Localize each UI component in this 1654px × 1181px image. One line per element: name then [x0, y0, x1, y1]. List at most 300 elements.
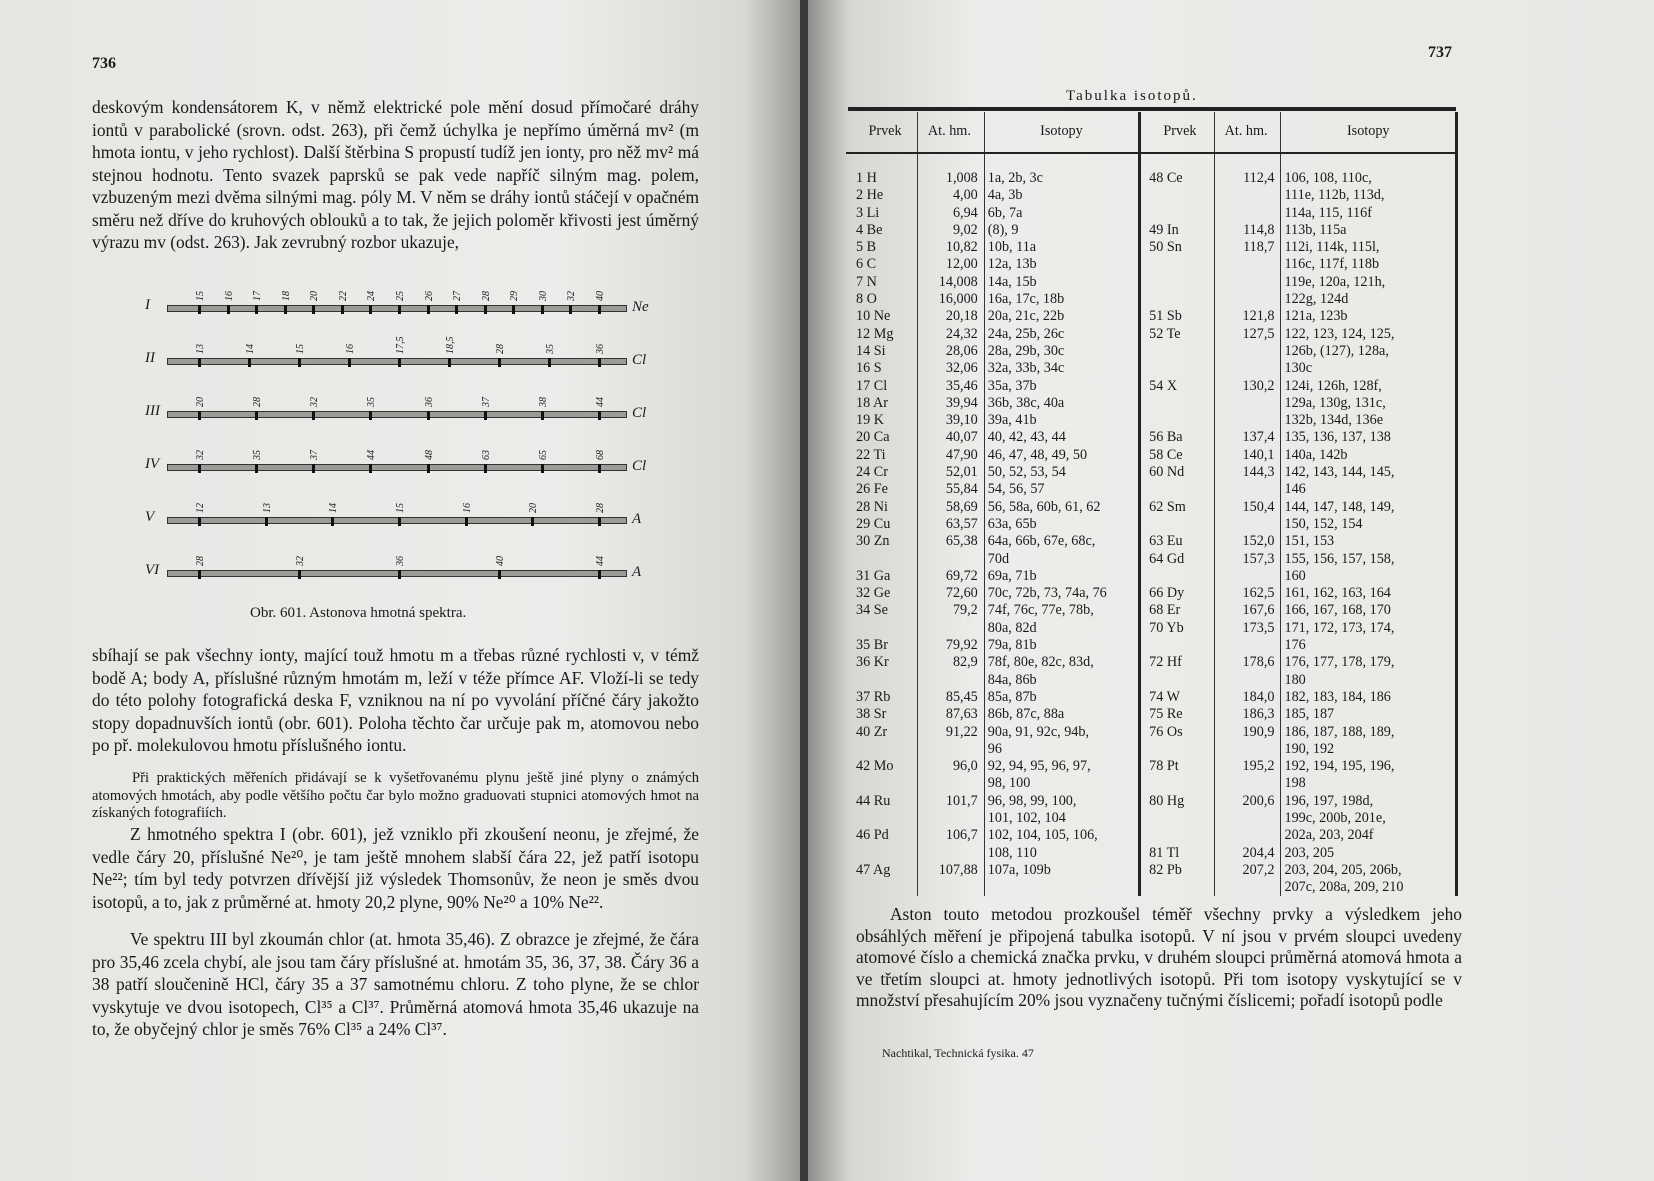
table-row [846, 810, 1457, 827]
cell-atomic-mass-2 [1214, 775, 1281, 792]
table-row [846, 706, 1457, 723]
cell-isotopes-2: 166, 167, 168, 170 [1281, 602, 1457, 619]
cell-element-2 [1140, 741, 1215, 758]
cell-element-2 [1140, 672, 1215, 689]
spectrum-line [427, 464, 430, 473]
spectrum-line [427, 411, 430, 420]
cell-element-2: 72 Hf [1140, 654, 1215, 671]
table-row [846, 429, 1457, 446]
cell-element-2: 64 Gd [1140, 551, 1215, 568]
table-row [846, 326, 1457, 343]
spectrum-tick-label: 27 [452, 291, 464, 301]
cell-element: 4 Be [846, 222, 918, 239]
cell-isotopes: 63a, 65b [984, 516, 1139, 533]
strip-roman-label: II [145, 350, 155, 366]
table-row [846, 187, 1457, 204]
cell-atomic-mass-2: 195,2 [1214, 758, 1281, 775]
cell-isotopes-2: 140a, 142b [1281, 447, 1457, 464]
table-row [846, 239, 1457, 256]
cell-isotopes-2: 132b, 134d, 136e [1281, 412, 1457, 429]
spectrum-line [569, 305, 572, 314]
spectrum-tick-label: 30 [537, 291, 549, 301]
strip-roman-label: III [145, 403, 160, 419]
spectrum-line [541, 411, 544, 420]
table-row [846, 585, 1457, 602]
table-row [846, 499, 1457, 516]
cell-atomic-mass: 10,82 [918, 239, 985, 256]
cell-element-2: 80 Hg [1140, 793, 1215, 810]
table-row [846, 153, 1457, 187]
cell-element: 46 Pd [846, 827, 918, 844]
cell-element [846, 775, 918, 792]
spectrum-tick-label: 36 [395, 556, 406, 566]
cell-isotopes-2: 190, 192 [1281, 741, 1457, 758]
spectrum-line [341, 305, 344, 314]
spectrum-tick-label: 16 [461, 503, 473, 513]
cell-atomic-mass: 47,90 [918, 447, 985, 464]
cell-element-2 [1140, 187, 1215, 204]
spectrum-tick-label: 32 [295, 556, 306, 566]
table-row [846, 758, 1457, 775]
cell-isotopes-2: 111e, 112b, 113d, [1281, 187, 1457, 204]
cell-element: 22 Ti [846, 447, 918, 464]
cell-element-2 [1140, 810, 1215, 827]
cell-isotopes: 69a, 71b [984, 568, 1139, 585]
table-row [846, 291, 1457, 308]
cell-element-2 [1140, 827, 1215, 844]
cell-atomic-mass: 106,7 [918, 827, 985, 844]
spectrum-tick-label: 68 [595, 450, 606, 460]
cell-isotopes: 85a, 87b [984, 689, 1139, 706]
cell-element-2 [1140, 775, 1215, 792]
cell-element-2: 60 Nd [1140, 464, 1215, 481]
cell-atomic-mass-2: 152,0 [1214, 533, 1281, 550]
table-row [846, 343, 1457, 360]
cell-isotopes-2: 171, 172, 173, 174, [1281, 620, 1457, 637]
cell-isotopes-2: 202a, 203, 204f [1281, 827, 1457, 844]
cell-element: 29 Cu [846, 516, 918, 533]
table-row [846, 551, 1457, 568]
cell-isotopes-2: 121a, 123b [1281, 308, 1457, 325]
small-print-paragraph: Při praktických měřeních přidávají se k vyšetřovanému plynu ještě jiné plyny o známých atomových hmotách, aby podle většího počtu čar bylo možno graduovati stupnici atomových hmot na získaných fotografiích. [92, 770, 699, 821]
cell-element: 34 Se [846, 602, 918, 619]
cell-atomic-mass-2: 207,2 [1214, 862, 1281, 879]
cell-atomic-mass: 12,00 [918, 256, 985, 273]
cell-atomic-mass-2: 162,5 [1214, 585, 1281, 602]
cell-atomic-mass: 96,0 [918, 758, 985, 775]
spectrum-line [312, 464, 315, 473]
cell-atomic-mass: 63,57 [918, 516, 985, 533]
cell-atomic-mass: 82,9 [918, 654, 985, 671]
spectrum-line [198, 464, 201, 473]
cell-atomic-mass-2 [1214, 637, 1281, 654]
spectrum-tick-label: 25 [395, 291, 406, 301]
cell-element-2: 54 X [1140, 378, 1215, 395]
strip-roman-label: VI [145, 562, 160, 578]
cell-element: 36 Kr [846, 654, 918, 671]
cell-element-2: 56 Ba [1140, 429, 1215, 446]
spectrum-line [331, 517, 334, 526]
cell-isotopes-2: 203, 204, 205, 206b, [1281, 862, 1457, 879]
table-row [846, 481, 1457, 498]
cell-atomic-mass: 69,72 [918, 568, 985, 585]
spectrum-line [369, 464, 372, 473]
cell-element-2 [1140, 395, 1215, 412]
strip-element-label: Cl [632, 458, 647, 474]
cell-isotopes-2: 122, 123, 124, 125, [1281, 326, 1457, 343]
cell-atomic-mass-2: 204,4 [1214, 845, 1281, 862]
right-page [808, 0, 1654, 1181]
spectrum-tick-label: 14 [245, 344, 256, 354]
cell-isotopes-2: 198 [1281, 775, 1457, 792]
cell-isotopes: 32a, 33b, 34c [984, 360, 1139, 377]
spectrum-tick-label: 20 [195, 397, 206, 407]
cell-element-2: 76 Os [1140, 724, 1215, 741]
cell-isotopes-2: 151, 153 [1281, 533, 1457, 550]
table-row [846, 879, 1457, 896]
cell-atomic-mass-2 [1214, 412, 1281, 429]
cell-element: 3 Li [846, 205, 918, 222]
cell-element-2: 62 Sm [1140, 499, 1215, 516]
spectrum-tick-label: 35 [252, 450, 264, 460]
cell-isotopes: 36b, 38c, 40a [984, 395, 1139, 412]
header-atomic-mass: At. hm. [918, 112, 985, 153]
table-row [846, 689, 1457, 706]
spectrum-strip [167, 464, 627, 471]
spectrum-line [598, 411, 601, 420]
cell-element: 6 C [846, 256, 918, 273]
spectrum-tick-label: 63 [480, 450, 492, 460]
cell-isotopes: 96, 98, 99, 100, [984, 793, 1139, 810]
cell-isotopes-2: 142, 143, 144, 145, [1281, 464, 1457, 481]
cell-isotopes-2: 161, 162, 163, 164 [1281, 585, 1457, 602]
cell-atomic-mass-2: 184,0 [1214, 689, 1281, 706]
spectrum-line [265, 517, 268, 526]
spectrum-tick-label: 44 [595, 397, 606, 407]
spectrum-tick-label: 12 [195, 503, 206, 513]
cell-element-2: 51 Sb [1140, 308, 1215, 325]
spectrum-line [198, 358, 201, 367]
cell-element: 19 K [846, 412, 918, 429]
spectrum-tick-label: 20 [528, 503, 540, 513]
cell-isotopes-2: 176 [1281, 637, 1457, 654]
spectrum-line [198, 411, 201, 420]
cell-atomic-mass: 28,06 [918, 343, 985, 360]
cell-element: 7 N [846, 274, 918, 291]
cell-atomic-mass [918, 845, 985, 862]
cell-atomic-mass: 39,94 [918, 395, 985, 412]
spectrum-line [484, 411, 487, 420]
spectra-figure [140, 275, 680, 595]
spectrum-line [312, 411, 315, 420]
table-row [846, 412, 1457, 429]
strip-element-label: A [632, 564, 642, 580]
cell-isotopes-2: 176, 177, 178, 179, [1281, 654, 1457, 671]
cell-isotopes: 56, 58a, 60b, 61, 62 [984, 499, 1139, 516]
cell-isotopes-2: 116c, 117f, 118b [1281, 256, 1457, 273]
spectrum-tick-label: 44 [366, 450, 378, 460]
cell-isotopes: 10b, 11a [984, 239, 1139, 256]
paragraph-2: sbíhají se pak všechny ionty, mající touž hmotu m a třebas různé rychlosti v, v témž bodě A; body A, příslušné různým hmotám m, leží v téže přímce AF. Vloží-li se tedy do této polohy fotografická deska F, vzniknou na ní po vyvolání příčné čáry jakožto stopy dopadnuvších iontů (obr. 601). Poloha těchto čar určuje pak m, atomovou nebo po př. molekulovou hmotu příslušného iontu. [92, 645, 699, 755]
table-row [846, 533, 1457, 550]
cell-atomic-mass-2: 200,6 [1214, 793, 1281, 810]
cell-atomic-mass: 65,38 [918, 533, 985, 550]
cell-atomic-mass: 55,84 [918, 481, 985, 498]
spectrum-strip [167, 517, 627, 524]
cell-element-2: 68 Er [1140, 602, 1215, 619]
cell-isotopes-2: 196, 197, 198d, [1281, 793, 1457, 810]
header-isotopes-2: Isotopy [1281, 112, 1457, 153]
cell-element-2: 78 Pt [1140, 758, 1215, 775]
cell-atomic-mass-2 [1214, 568, 1281, 585]
cell-element: 47 Ag [846, 862, 918, 879]
spectrum-line [598, 517, 601, 526]
cell-element-2 [1140, 412, 1215, 429]
cell-isotopes-2: 106, 108, 110c, [1281, 153, 1457, 187]
cell-atomic-mass: 52,01 [918, 464, 985, 481]
spectrum-line [198, 517, 201, 526]
cell-atomic-mass-2 [1214, 810, 1281, 827]
spectrum-line [198, 305, 201, 314]
paragraph-1: deskovým kondensátorem K, v němž elektrické pole mění dosud přímočaré dráhy iontů v parabolické (srovn. odst. 263), při čemž úchylka je nepřímo úměrná mv² (m hmota iontu, v jeho rychlost). Další štěrbina S propustí tudíž jen ionty, pro něž mv² má stejnou hodnotu. Tento svazek paprsků se pak vede napříč silným mag. polem, vzbuzeným mezi dvěma silnými mag. póly M. V něm se dráhy iontů stáčejí v opačném směru než dříve do kruhových oblouků a to tak, že jejich poloměr křivosti jest úměrný výrazu mv (odst. 263). Jak zevrubný rozbor ukazuje, [92, 97, 699, 252]
table-row [846, 827, 1457, 844]
cell-element [846, 620, 918, 637]
cell-atomic-mass-2 [1214, 360, 1281, 377]
cell-isotopes [984, 879, 1139, 896]
cell-isotopes: 4a, 3b [984, 187, 1139, 204]
cell-element-2 [1140, 274, 1215, 291]
spectrum-line [498, 570, 501, 579]
cell-atomic-mass-2 [1214, 672, 1281, 689]
cell-atomic-mass: 4,00 [918, 187, 985, 204]
cell-element [846, 879, 918, 896]
spectrum-line [448, 358, 451, 367]
table-row [846, 672, 1457, 689]
strip-roman-label: V [145, 509, 155, 525]
spectrum-line [298, 358, 301, 367]
spectrum-line [427, 305, 430, 314]
spectrum-line [248, 358, 251, 367]
cell-element: 32 Ge [846, 585, 918, 602]
strip-element-label: A [632, 511, 642, 527]
spectrum-strip [167, 570, 627, 577]
spectrum-tick-label: 65 [537, 450, 549, 460]
cell-element: 31 Ga [846, 568, 918, 585]
spectrum-line [398, 570, 401, 579]
cell-element-2: 81 Tl [1140, 845, 1215, 862]
cell-isotopes: 107a, 109b [984, 862, 1139, 879]
cell-element-2: 48 Ce [1140, 153, 1215, 187]
cell-isotopes-2: 144, 147, 148, 149, [1281, 499, 1457, 516]
cell-element-2: 66 Dy [1140, 585, 1215, 602]
cell-atomic-mass: 35,46 [918, 378, 985, 395]
cell-isotopes: 70d [984, 551, 1139, 568]
table-row [846, 222, 1457, 239]
cell-isotopes: 20a, 21c, 22b [984, 308, 1139, 325]
cell-atomic-mass-2: 186,3 [1214, 706, 1281, 723]
cell-element-2 [1140, 291, 1215, 308]
spectrum-line [255, 305, 258, 314]
cell-isotopes-2: 130c [1281, 360, 1457, 377]
cell-element-2: 70 Yb [1140, 620, 1215, 637]
cell-atomic-mass-2: 130,2 [1214, 378, 1281, 395]
spectrum-line [312, 305, 315, 314]
strip-roman-label: I [145, 297, 150, 313]
cell-isotopes: 16a, 17c, 18b [984, 291, 1139, 308]
table-row [846, 360, 1457, 377]
cell-atomic-mass-2: 118,7 [1214, 239, 1281, 256]
cell-element-2 [1140, 343, 1215, 360]
spectrum-line [398, 517, 401, 526]
spectrum-strip [167, 305, 627, 312]
spectrum-tick-label: 36 [423, 397, 435, 407]
cell-isotopes: 86b, 87c, 88a [984, 706, 1139, 723]
cell-isotopes-2: 186, 187, 188, 189, [1281, 724, 1457, 741]
cell-element-2 [1140, 205, 1215, 222]
spectrum-line [348, 358, 351, 367]
cell-atomic-mass-2: 114,8 [1214, 222, 1281, 239]
table-row [846, 308, 1457, 325]
cell-atomic-mass: 79,92 [918, 637, 985, 654]
spectrum-line [369, 411, 372, 420]
cell-atomic-mass-2 [1214, 827, 1281, 844]
cell-atomic-mass-2 [1214, 879, 1281, 896]
page-number-right: 737 [1428, 44, 1452, 61]
spectrum-tick-label: 37 [480, 397, 492, 407]
table-row [846, 568, 1457, 585]
cell-isotopes: 92, 94, 95, 96, 97, [984, 758, 1139, 775]
cell-atomic-mass [918, 810, 985, 827]
cell-atomic-mass-2: 121,8 [1214, 308, 1281, 325]
cell-atomic-mass: 16,000 [918, 291, 985, 308]
spectrum-line [398, 358, 401, 367]
cell-isotopes-2: 135, 136, 137, 138 [1281, 429, 1457, 446]
spectrum-tick-label: 40 [595, 291, 606, 301]
table-row [846, 654, 1457, 671]
cell-isotopes: 64a, 66b, 67e, 68c, [984, 533, 1139, 550]
spectrum-line [598, 305, 601, 314]
cell-isotopes-2: 185, 187 [1281, 706, 1457, 723]
spectrum-line [298, 570, 301, 579]
cell-atomic-mass-2: 144,3 [1214, 464, 1281, 481]
spectrum-tick-label: 36 [595, 344, 606, 354]
spectrum-line [484, 464, 487, 473]
cell-element-2 [1140, 360, 1215, 377]
cell-element: 5 B [846, 239, 918, 256]
cell-atomic-mass-2: 178,6 [1214, 654, 1281, 671]
spectrum-line [455, 305, 458, 314]
spectrum-line [484, 305, 487, 314]
cell-isotopes: 98, 100 [984, 775, 1139, 792]
table-explanation-paragraph: Aston touto metodou prozkoušel téměř všechny prvky a výsledkem jeho obsáhlých měření je připojená tabulka isotopů. V ní jsou v prvém sloupci uvedeny atomové číslo a chemická značka prvku, v druhém sloupci průměrná atomová hmota a ve třetím sloupci at. hmoty jednotlivých isotopů. Při tom isotopy vyskytující se v množství přesahujícím 20% jsou vyznačeny tučnými číslicemi; pořadí isotopů podle [856, 904, 1462, 1010]
table-row [846, 602, 1457, 619]
cell-isotopes-2: 192, 194, 195, 196, [1281, 758, 1457, 775]
cell-element: 42 Mo [846, 758, 918, 775]
paragraph-3: Z hmotného spektra I (obr. 601), jež vzniklo při zkoušení neonu, je zřejmé, že vedle čáry 20, příslušné Ne²⁰, je tam ještě mnohem slabší čára 22, jež patří isotopu Ne²²; tím byl tedy potvrzen dřívější již výsledek Thomsonův, že neon je směs dvou isotopů, a to, jak z průměrné at. hmoty 20,2 plyne, 90% Ne²⁰ a 10% Ne²². [92, 824, 699, 912]
cell-isotopes: 12a, 13b [984, 256, 1139, 273]
cell-element: 10 Ne [846, 308, 918, 325]
cell-isotopes-2: 160 [1281, 568, 1457, 585]
table-row [846, 845, 1457, 862]
cell-isotopes: 1a, 2b, 3c [984, 153, 1139, 187]
cell-atomic-mass-2: 112,4 [1214, 153, 1281, 187]
spectrum-tick-label: 32 [566, 291, 578, 301]
cell-atomic-mass-2 [1214, 343, 1281, 360]
strip-element-label: Cl [632, 352, 647, 368]
spectrum-tick-label: 35 [545, 344, 556, 354]
table-row [846, 637, 1457, 654]
cell-isotopes-2: 207c, 208a, 209, 210 [1281, 879, 1457, 896]
cell-element: 20 Ca [846, 429, 918, 446]
cell-element-2 [1140, 637, 1215, 654]
book-gutter [800, 0, 808, 1181]
cell-isotopes-2: 112i, 114k, 115l, [1281, 239, 1457, 256]
cell-atomic-mass: 107,88 [918, 862, 985, 879]
header-element: Prvek [846, 112, 918, 153]
cell-isotopes: 78f, 80e, 82c, 83d, [984, 654, 1139, 671]
spectrum-line [598, 570, 601, 579]
page-number-left: 736 [92, 55, 116, 72]
table-row [846, 775, 1457, 792]
cell-isotopes-2: 199c, 200b, 201e, [1281, 810, 1457, 827]
table-row [846, 274, 1457, 291]
spectrum-tick-label: 16 [223, 291, 235, 301]
cell-atomic-mass-2 [1214, 741, 1281, 758]
cell-isotopes: 74f, 76c, 77e, 78b, [984, 602, 1139, 619]
cell-isotopes: 35a, 37b [984, 378, 1139, 395]
spectrum-line [531, 517, 534, 526]
spectrum-line [369, 305, 372, 314]
table-top-rule [848, 107, 1456, 111]
cell-isotopes: 6b, 7a [984, 205, 1139, 222]
cell-atomic-mass: 101,7 [918, 793, 985, 810]
cell-element: 18 Ar [846, 395, 918, 412]
cell-element-2: 74 W [1140, 689, 1215, 706]
cell-element-2: 49 In [1140, 222, 1215, 239]
table-row [846, 447, 1457, 464]
spectrum-tick-label: 28 [195, 556, 206, 566]
cell-atomic-mass [918, 775, 985, 792]
cell-element-2: 58 Ce [1140, 447, 1215, 464]
spectrum-tick-label: 44 [595, 556, 606, 566]
table-row [846, 464, 1457, 481]
spectrum-line [498, 358, 501, 367]
table-row [846, 724, 1457, 741]
spectrum-tick-label: 35 [366, 397, 378, 407]
spectrum-tick-label: 13 [195, 344, 206, 354]
header-atomic-mass-2: At. hm. [1214, 112, 1281, 153]
cell-atomic-mass [918, 672, 985, 689]
cell-isotopes-2: 113b, 115a [1281, 222, 1457, 239]
cell-element-2: 52 Te [1140, 326, 1215, 343]
cell-isotopes: 40, 42, 43, 44 [984, 429, 1139, 446]
cell-atomic-mass-2 [1214, 481, 1281, 498]
cell-atomic-mass-2 [1214, 274, 1281, 291]
cell-atomic-mass: 91,22 [918, 724, 985, 741]
spectrum-tick-label: 16 [345, 344, 356, 354]
table-row [846, 862, 1457, 879]
cell-atomic-mass: 32,06 [918, 360, 985, 377]
cell-atomic-mass-2: 157,3 [1214, 551, 1281, 568]
spectrum-tick-label: 32 [309, 397, 321, 407]
cell-isotopes: 84a, 86b [984, 672, 1139, 689]
cell-atomic-mass-2 [1214, 516, 1281, 533]
cell-isotopes: 108, 110 [984, 845, 1139, 862]
spectrum-tick-label: 38 [537, 397, 549, 407]
table-row [846, 516, 1457, 533]
spectrum-tick-label: 40 [495, 556, 506, 566]
cell-atomic-mass: 1,008 [918, 153, 985, 187]
